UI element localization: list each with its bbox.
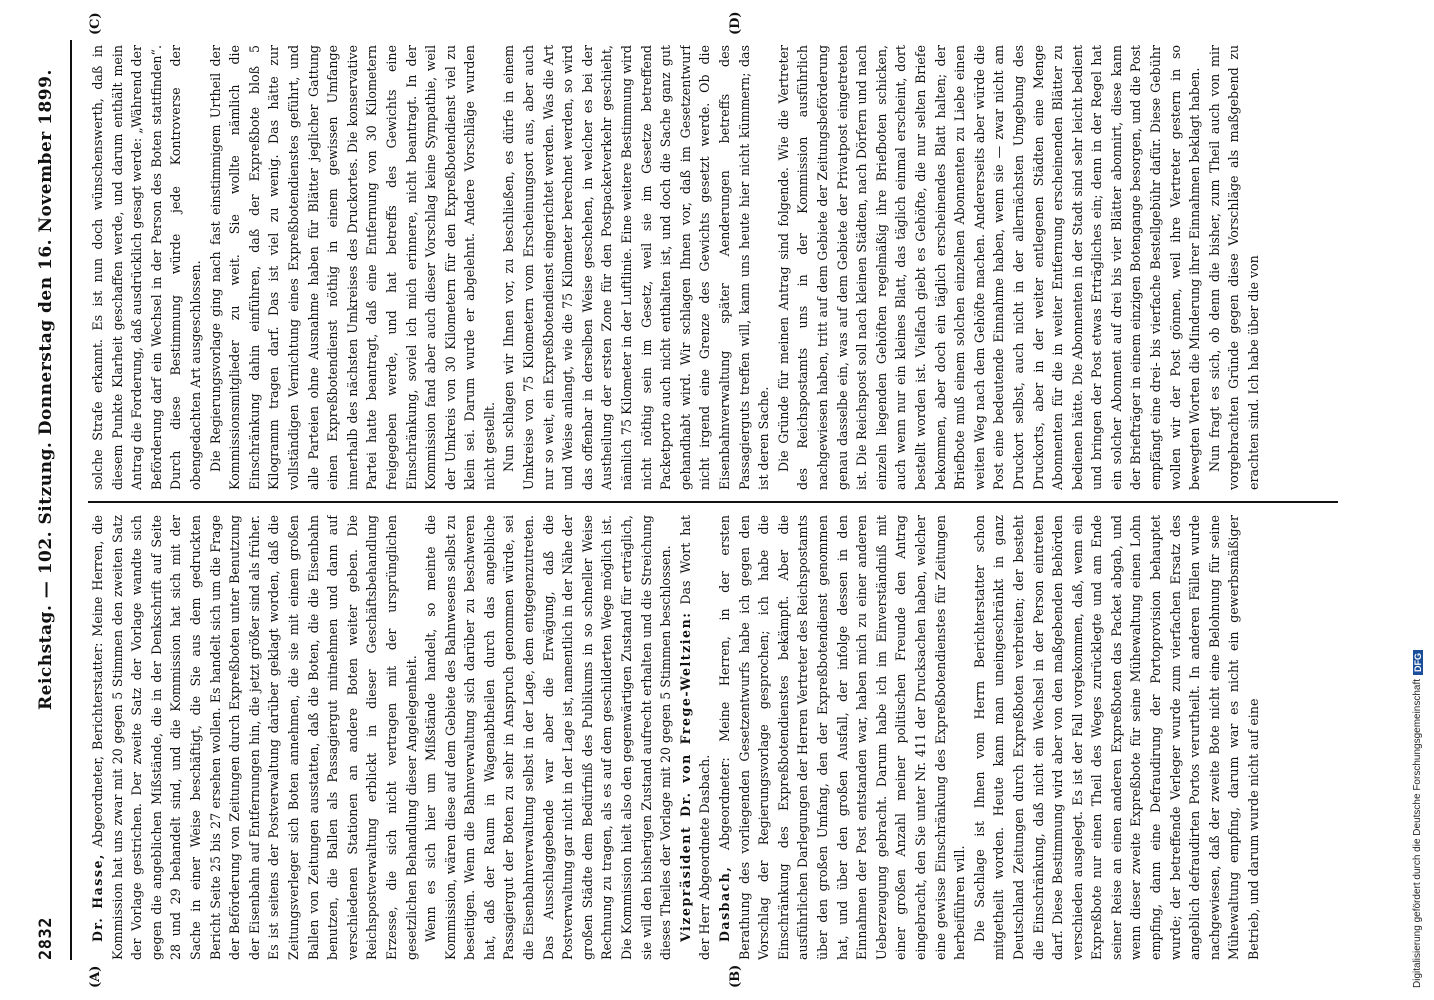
header-rule	[70, 40, 72, 960]
paragraph-text: Das Wort hat der Herr Abgeordnete Dasbach.	[677, 515, 713, 960]
digitization-credit	[1412, 8, 1432, 1000]
dfg-logo: DFG	[1413, 650, 1423, 675]
paragraph	[676, 515, 715, 960]
credit-text: Digitalisierung gefördert durch die Deutsche Forschungsgemeinschaft	[1412, 678, 1423, 988]
margin-mark-d: (D)	[728, 11, 743, 35]
column-divider	[88, 501, 1338, 503]
page-title: Reichstag. — 102. Sitzung. Donnerstag den 16. November 1899.	[36, 69, 56, 710]
speaker-name: Dr. Hasse,	[90, 853, 105, 942]
margin-mark-c: (C)	[88, 12, 103, 35]
paragraph: Die Regierungsvorlage ging nach fast einstimmigem Urtheil der Kommissionsmitglieder zu weit. Sie wollte nämlich die Einschränkung dahin einführen, daß der Expreßbote bloß 5 Kilogramm tragen darf. Das ist viel zu wenig. Das hätte zur vollständigen Vernichtung eines Expreßbotendienstes geführt, und alle Parteien ohne Ausnahme haben für Blätter jeglicher Gattung einen Expreßbotendienst nöthig in einem gewissen Umfange innerhalb des nächsten Umkreises des Druckortes. Die konservative Partei hatte beantragt, daß eine Entfernung von 30 Kilometern freigegeben werde, und hat betreffs des Gewichts eine Einschränkung, soviel ich mich erinnere, nicht beantragt. In der Kommission fand aber auch dieser Vorschlag keine Sympathie, weil der Umkreis von 30 Kilometern für den Expreßbotendienst viel zu klein sei. Darum wurde er abgelehnt. Andere Vorschläge wurden nicht gestellt.	[207, 45, 497, 490]
paragraph: Nun schlagen wir Ihnen vor, zu beschließen, es dürfe in einem Umkreise von 75 Kilometern vom Erscheinungsort aus, aber auch nur so weit, ein Expreßbotendienst eingerichtet werden. Was die Art und Weise anlangt, wie die 75 Kilometer berechnet werden, so wird das offenbar in derselben Weise geschehen, in welcher es bei der Austheilung der ersten Zone für den Postpacketverkehr geschieht, nämlich 75 Kilometer in der Luftlinie. Eine weitere Bestimmung wird nicht nöthig sein im Gesetz, weil sie im Gesetze betreffend Packetporto auch nicht enthalten ist, und doch die Sache ganz gut gehandhabt wird. Wir schlagen Ihnen vor, daß im Gesetzentwurf nicht irgend eine Grenze des Gewichts gesetzt werde. Ob die Eisenbahnverwaltung später Aenderungen betreffs des Passagierguts treffen will, kann uns heute hier nicht kümmern; das ist deren Sache.	[501, 45, 772, 490]
speaker-name: Vizepräsident Dr. von Frege-Weltzien:	[677, 611, 693, 942]
paragraph	[715, 515, 970, 960]
page-content	[28, 11, 1358, 988]
paragraph-text: Abgeordneter: Meine Herren, in der ersten Berathung des vorliegenden Gesetzentwurfs habe ich gegen den Vorschlag der Regierungsvorlage gesprochen; ich habe die Einschränkung des Expreßbotendienstes bekämpft. Aber die ausführlichen Darlegungen der Herren Vertreter des Reichspostamts über den großen Umfang, den der Expreßbotendienst genommen hat, und über den großen Ausfall, der infolge dessen in den Einnahmen der Post entstanden war, haben mich zu einer anderen Ueberzeugung gebracht. Darum habe ich im Einverständniß mit einer großen Anzahl meiner politischen Freunde den Antrag eingebracht, den Sie unter Nr. 411 der Drucksachen haben, welcher eine gewisse Einschränkung des Expreßbotendienstes für Zeitungen herbeiführen will.	[717, 515, 968, 960]
paragraph: Die Sachlage ist Ihnen vom Herrn Berichterstatter schon mitgetheilt worden. Heute kann man uneingeschränkt in ganz Deutschland Zeitungen durch Expreßboten verbreiten; der besteht die Einschränkung, daß nicht ein Wechsel in der Person eintreten darf. Diese Bestimmung wird aber von den maßgebenden Behörden verschieden ausgelegt. Es ist der Fall vorgekommen, daß, wenn ein Expreßbote nur einen Theil des Weges zurücklegte und am Ende seiner Reise an einen anderen Expreßboten das Packet abgab, und wenn dieser zweite Expreßbote für seine Mühewaltung einen Lohn empfing, dann eine Defraudirung der Portoprovision behauptet wurde; der betreffende Verleger wurde zum vierfachen Ersatz des angeblich defraudirten Portos verurtheilt. In anderen Fällen wurde nachgewiesen, daß der zweite Bote nicht eine Belohnung für seine Mühewaltung empfing, darum war es nicht ein gewerbsmäßiger Betrieb, und darum wurde nicht auf eine	[971, 515, 1262, 960]
paragraph: solche Strafe erkannt. Es ist nun doch wünschenswerth, daß in diesem Punkte Klarheit geschaffen werde, und darum enthält mein Antrag die Forderung, daß ausdrücklich gesagt werde: „Während der Beförderung darf ein Wechsel in der Person des Boten stattfinden“. Durch diese Bestimmung würde jede Kontroverse der obengedachten Art ausgeschlossen.	[90, 45, 203, 490]
speaker-name: Dasbach,	[717, 865, 732, 942]
paragraph-text: Abgeordneter, Berichterstatter: Meine Herren, die Kommission hat uns zwar mit 20 gegen 5 Stimmen den zweiten Satz der Vorlage gestrichen. Der zweite Satz der Vorlage wandte sich gegen die angeblichen Mißstände, die in der Denkschrift auf Seite 28 und 29 behandelt sind, und die Kommission hat sich mit der Sache in einer Weise beschäftigt, die Sie aus dem gedruckten Bericht Seite 25 bis 27 ersehen wollen. Es handelt sich um die Frage der Beförderung von Zeitungen durch Expreßboten unter Benutzung der Eisenbahn auf Entfernungen hin, die jetzt größer sind als früher. Es ist seitens der Postverwaltung darüber geklagt worden, daß die Zeitungsverleger sich Boten annehmen, die sie mit einem großen Ballen von Zeitungen ausstatten, daß die Boten, die die Eisenbahn benutzen, die Ballen als Passagiergut mitnehmen und dann auf verschiedenen Stationen an andere Boten weiter geben. Die Reichspostverwaltung erblickt in dieser Geschäftsbehandlung Erzesse, die sich nicht vertragen mit der ursprünglichen gesetzlichen Behandlung dieser Angelegenheit.	[90, 515, 419, 960]
right-column	[88, 45, 1348, 490]
paragraph: Nun fragt es sich, ob denn die bisher, zum Theil auch von mir vorgebrachten Gründe gegen diese Vorschläge als maßgebend zu erachten sind. Ich habe über die von	[1206, 45, 1262, 490]
left-column	[88, 515, 1348, 960]
margin-mark-a: (A)	[88, 965, 103, 988]
paragraph	[88, 515, 421, 960]
paragraph: Wenn es sich hier um Mißstände handelt, so meinte die Kommission, wären diese auf dem Gebiete des Bahnwesens selbst zu beseitigen. Wenn die Bahnverwaltung sich darüber zu beschweren hat, daß der Raum in Wagenabtheilen durch das angebliche Passagiergut der Boten zu sehr in Anspruch genommen würde, sei die Eisenbahnverwaltung selbst in der Lage, dem entgegenzutreten. Das Ausschlaggebende war aber die Erwägung, daß die Postverwaltung gar nicht in der Lage ist, namentlich in der Nähe der großen Städte dem Bedürfniß des Publikums in so schneller Weise Rechnung zu tragen, als es auf dem geschilderten Wege möglich ist. Die Kommission hielt also den gegenwärtigen Zustand für erträglich, sie will den bisherigen Zustand aufrecht erhalten und die Streichung dieses Theiles der Vorlage mit 20 gegen 5 Stimmen beschlossen.	[423, 515, 674, 960]
margin-mark-b: (B)	[728, 964, 743, 988]
paragraph: Die Gründe für meinen Antrag sind folgende. Wie die Vertreter des Reichspostamts uns in der Kommission ausführlich nachgewiesen haben, tritt auf dem Gebiete der Zeitungsbeförderung genau dasselbe ein, was auf dem Gebiete der Privatpost eingetreten ist. Die Reichspost soll nach kleinen Städten, nach Dörfern und nach einzeln liegenden Gehöften regelmäßig ihre Briefboten schicken, auch wenn nur ein kleines Blatt, das täglich einmal erscheint, dort bestellt worden ist. Vielfach giebt es Gehöfte, die nur selten Briefe bekommen, aber doch ein täglich erscheinendes Blatt halten; der Briefbote muß einem solchen einzelnen Abonnenten zu Liebe einen weiten Weg nach dem Gehöfte machen. Andererseits aber würde die Post eine bedeutende Einnahme haben, wenn sie — zwar nicht am Druckort selbst, auch nicht in der allernächsten Umgebung des Druckorts, aber in der weiter entlegenen Städten eine Menge Abonnenten für die in weiter Entfernung erscheinenden Blätter zu bedienen hätte. Die Abonnenten in der Stadt sind sehr leicht bedient und bringen der Post etwas Erträgliches ein; denn in der Regel hat ein solcher Abonnent auf drei bis vier Blätter abonnirt, diese kann der Briefträger in einem einzigen Botengange besorgen, und die Post empfängt eine drei- bis vierfache Bestellgebühr dafür. Diese Gebühr wollen wir der Post gönnen, weil ihre Vertreter gestern in so bewegten Worten die Minderung ihrer Einnahmen beklagt haben.	[775, 45, 1203, 490]
page-number: 2832	[36, 917, 56, 960]
page-header	[28, 40, 68, 960]
